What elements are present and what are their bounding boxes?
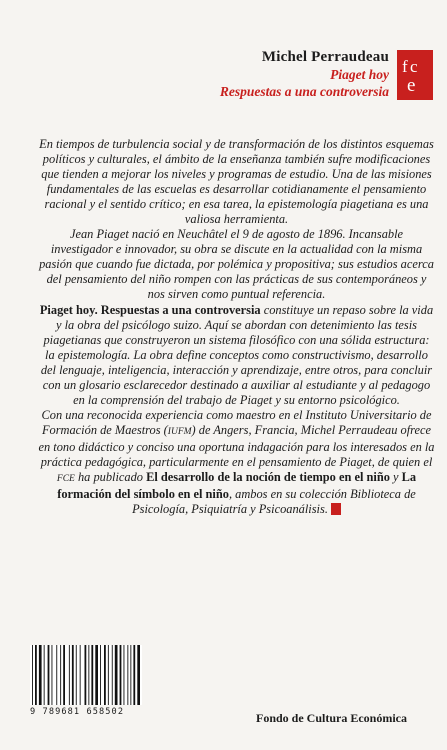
barcode-bar [137, 645, 140, 705]
author-name: Michel Perraudeau [261, 49, 389, 65]
barcode-bar [127, 645, 128, 705]
barcode-bar [124, 645, 125, 705]
barcode-bar [88, 645, 89, 705]
barcode-bar [133, 645, 135, 705]
barcode-block [30, 645, 142, 717]
book-subtitle: Respuestas a una controversia [219, 84, 389, 99]
p4-iufm: IUFM [167, 426, 192, 437]
barcode-bar [32, 645, 33, 705]
barcode-bar [80, 645, 81, 705]
barcode-bar [104, 645, 106, 705]
p4-text-c: ha publicado [74, 470, 147, 485]
barcode-bar [52, 645, 53, 705]
barcode-bar [48, 645, 50, 705]
svg-text:f: f [402, 57, 408, 76]
fce-logo-mark [401, 54, 429, 96]
p4-book-1: El desarrollo de la noción de tiempo en el niño [146, 470, 390, 485]
barcode-bar [35, 645, 37, 705]
svg-text:c: c [410, 57, 418, 76]
p4-text-a: Con una reconocida experiencia como maestro en el Instituto Universitario de Formación de Maestros ( [41, 407, 432, 437]
blurb-paragraph-1: En tiempos de turbulencia social y de transformación de los distintos esquemas políticos y culturales, el ámbito de la enseñanza también sufre modificaciones que tienden a mejorar los niveles y programas de estudio. Una de las misiones fundamentales de las escuelas es desarrollar cotidianamente el pensamiento racional y el sentido crítico; en esa tarea, la epistemología piagetiana es una valiosa herramienta. [39, 137, 434, 227]
svg-text:e: e [407, 75, 416, 96]
barcode-bar [44, 645, 45, 705]
p4-text-b: ) de Angers, Francia, Michel Perraudeau ofrece en tono didáctico y conciso una oportuna indagación para los interesados en la práctica pedagógica, particularmente en el pensamiento de Piaget, de quien el [38, 422, 435, 469]
blurb-paragraph-3-text: constituye un repaso sobre la vida y la obra del psicólogo suizo. Aquí se abordan con detenimiento las tesis piagetianas que construyeron un sistema filosófico con una sólida estructura: la epistemología. La obra define conceptos como constructivismo, desarrollo del lenguaje, inteligencia, interacción y aprendizaje, entre otros, para concluir con un glosario esclarecedor destinado a auxiliar al estudiante y al pedagogo en la comprensión del trabajo de Piaget y su entorno psicológico. [40, 302, 434, 407]
barcode-bar [69, 645, 70, 705]
barcode-bar [108, 645, 109, 705]
isbn-digits: 9 789681 658502 [30, 707, 125, 717]
blurb-paragraph-4 [38, 408, 435, 517]
p4-text-d: y [389, 470, 402, 485]
blurb-paragraph-3 [38, 303, 435, 408]
barcode-bar [72, 645, 74, 705]
barcode-bar [100, 645, 101, 705]
barcode-bar [95, 645, 98, 705]
barcode-bar [39, 645, 42, 705]
barcode-bar [85, 645, 87, 705]
publisher-name: Fondo de Cultura Económica [256, 711, 408, 725]
barcode-bar [91, 645, 93, 705]
barcode-bar [115, 645, 118, 705]
barcode-bar [63, 645, 65, 705]
barcode-bar [130, 645, 131, 705]
barcode-bar [120, 645, 122, 705]
p4-fce: FCE [56, 474, 75, 485]
barcode-bar [76, 645, 77, 705]
barcode-bar [56, 645, 57, 705]
book-title: Piaget hoy [330, 67, 389, 82]
blurb-book-title: Piaget hoy. Respuestas a una controversia [39, 302, 261, 317]
barcode-bar [112, 645, 113, 705]
barcode-bar [60, 645, 61, 705]
small-fce-logo [331, 503, 341, 515]
p4-text-e: , ambos en su colección Biblioteca de Psicología, Psiquiatría y Psicoanálisis. [132, 487, 416, 517]
p4-book-2: La formación del símbolo en el niño [57, 470, 417, 502]
barcode [30, 645, 142, 705]
book-header [220, 49, 389, 100]
blurb-paragraph-2: Jean Piaget nació en Neuchâtel el 9 de agosto de 1896. Incansable investigador e innovador, su obra se discute en la actualidad con la misma pasión que cuando fue dictada, por polémica y propositiva; sus estudios acerca del pensamiento del niño rompen con las prácticas de sus contemporáneos y nos sirven como puntual referencia. [39, 227, 434, 302]
fce-logo [397, 50, 433, 100]
back-cover-blurb [38, 137, 435, 517]
